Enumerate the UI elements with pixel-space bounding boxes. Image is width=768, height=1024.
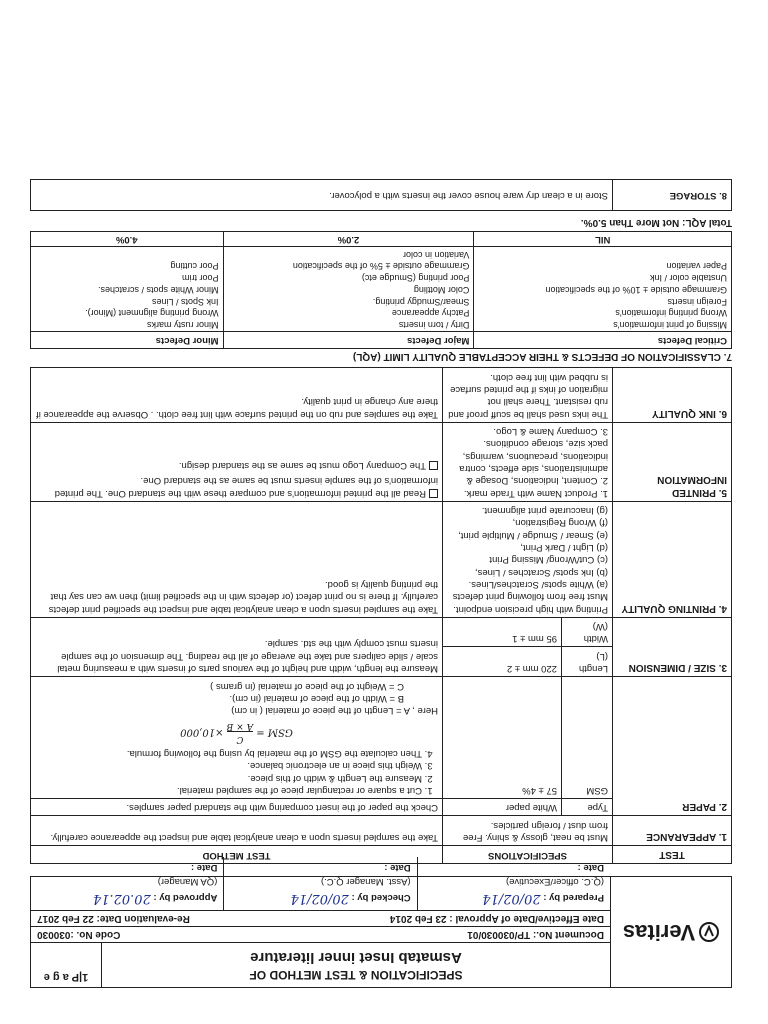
table-row: 2. PAPER Type White paper Check the paper of the insert comparing with the standard paper samples.: [31, 798, 732, 815]
gsm-formula: GSM = C A × B ×10,000: [180, 720, 293, 744]
prepared-by: Prepared by : 20/02/14 (Q.C. officer/Executive) Date :: [417, 857, 610, 909]
table-row: 3. SIZE / DIMENSION Length (L) 220 mm ± 2 Measure the length, width and height of the various parts of inserts with a measuring metal scale / slide calipers and take the average of all the reading. The dimension of the sample inserts must comply with the std. sample.: [31, 647, 732, 677]
checkbox-icon: [429, 489, 438, 498]
table-row: 1. APPEARANCE Must be neat, glossy & shiny. Free from dust / foreign particles. Take the sampled inserts upon a clean analytical table and inspect the appearance carefully.: [31, 816, 732, 846]
specification-table: [30, 367, 732, 864]
defects-table: [30, 231, 732, 350]
approved-by: Approved by : 20.02.14 (QA Manager) Date :: [92, 861, 218, 906]
defects-heading: 7. CLASSIFICATION OF DEFECTS & THEIR ACCEPTABLE QUALITY LIMIT (AQL): [352, 351, 732, 363]
col-test: TEST: [613, 846, 732, 864]
critical-list: Missing of print information's Wrong printing information's Foreign inserts Grammage outside ± 10% of the specification Unstable color / Ink Paper variation: [474, 247, 732, 332]
col-method: TEST METHOD: [31, 846, 443, 864]
document-number: Document No.: TP/030030/01: [467, 928, 604, 940]
table-row: 5. PRINTED INFORMATION 1. Product Name with Trade mark. 2. Content, Indications, Dosage & administrations, side effects, contra indications, precautions, warnings, pack size, storage conditions. 3. Company Name & Logo. Read all the printed information's and compare these with the standard One. The printed information's of the sample inserts must be same as the standard One. The Company Logo must be same as the standard design.: [31, 422, 732, 501]
printing-spec: Printing with high precision endpoint. Must free from following print defects (a) White spots/ Scratches/Lines. (b) Ink spots/ Scratches / Lines, (c) Cut/Wrong/ Missing Print (d) Light / Dark Print, (e) Smear / Smudge / Multiple print, (f) Wrong Registration, (g) Inaccurate print alignment.: [443, 501, 613, 617]
table-row: 4. PRINTING QUALITY Printing with high precision endpoint. Must free from following print defects (a) White spots/ Scratches/Lines. (b) Ink spots/ Scratches / Lines, (c) Cut/Wrong/ Missing Print (d) Light / Dark Print, (e) Smear / Smudge / Multiple print, (f) Wrong Registration, (g) Inaccurate print alignment. Take the sampled inserts upon a clean analytical table and inspect the specified print defects carefully. If there is no print defect (or defects with in the specified limit) then we can say that the printing quality is good.: [31, 501, 732, 617]
major-list: Dirty / torn inserts Patchy appearance Smear/Smudgy printing. Color Mottling Poor printing (Smudge etc) Grammage outside ± 5% of the specification Variation in color: [223, 247, 474, 332]
table-row: [31, 247, 732, 332]
veritas-logo-icon: [699, 922, 719, 942]
date-row: [31, 910, 610, 926]
defects-header-row: Critical Defects Major Defects Minor Defects: [31, 331, 732, 348]
checkbox-icon: [429, 461, 438, 470]
gsm-method: 1. Cut a square or rectangular piece of the sampled material. 2. Measure the Length & width of this piece. 3. Weigh this piece in an electronic balance. 4. Then calculate the GSM of the material by using the following formula. GSM = C A × B ×10,000 Here , A = Length of the piece of material ( in cm) B = Width of the piece of material (in cm). C = Weight of the piece of material (in grams ): [31, 677, 443, 799]
code-row: [31, 926, 610, 942]
printed-info-method: Read all the printed information's and compare these with the standard One. The printed information's of the sample inserts must be same as the standard One. The Company Logo must be same as the standard design.: [31, 422, 443, 501]
aql-row: NIL 2.0% 4.0%: [31, 231, 732, 246]
reevaluation-date: Re-evaluation Date: 22 Feb 2017: [37, 912, 190, 924]
page-number: 1|P a g e: [31, 943, 102, 987]
brand-name: Veritas: [622, 920, 696, 945]
table-row: GSM 57 ± 4% 1. Cut a square or rectangular piece of the sampled material. 2. Measure the Length & width of this piece. 3. Weigh this piece in an electronic balance. 4. Then calculate the GSM of the material by using the following formula. GSM = C A × B ×10,000 Here , A = Length of the piece of material ( in cm) B = Width of the piece of material (in cm). C = Weight of the piece of material (in grams ): [31, 677, 732, 799]
code-number: Code No. :030030: [37, 928, 121, 940]
document-header: [30, 861, 732, 988]
total-aql: Total AQL: Not More Than 5.0%.: [580, 216, 732, 228]
table-row: 8. STORAGE Store in a clean dry ware house cover the inserts with a polycover.: [31, 179, 732, 210]
document-title: SPECIFICATION & TEST METHOD OF Asmatab Inset inner literature: [249, 948, 463, 982]
document-sheet: [30, 179, 732, 988]
storage-table: [30, 179, 732, 211]
minor-list: Minor rusty marks Wrong printing alignment (Minor). Ink Spots / Lines Minor White spots / scratches. Poor trim Poor cutting: [31, 247, 224, 332]
col-spec: SPECIFICATIONS: [443, 846, 613, 864]
checked-by: Checked by : 20/02/14 (Asst. Manager Q.C.) Date :: [223, 857, 416, 909]
printed-info-spec: 1. Product Name with Trade mark. 2. Content, Indications, Dosage & administrations, side effects, contra indications, precautions, warnings, pack size, storage conditions. 3. Company Name & Logo.: [443, 422, 613, 501]
table-row: Width (W) 95 mm ± 1: [31, 617, 732, 647]
approval-block: [31, 857, 610, 909]
brand-logo: [610, 877, 731, 987]
table-row: 6. INK QUALITY The inks used shall be scuff proof and rub resistant. There shall not migration of inks if the printed surface is rubbed with lint free cloth. Take the samples and rub on the printed surface with lint free cloth. . Observe the appearance if there any change in print quality.: [31, 368, 732, 422]
effective-date: Date Effective/Date of Approval : 23 Feb 2014: [389, 912, 604, 924]
